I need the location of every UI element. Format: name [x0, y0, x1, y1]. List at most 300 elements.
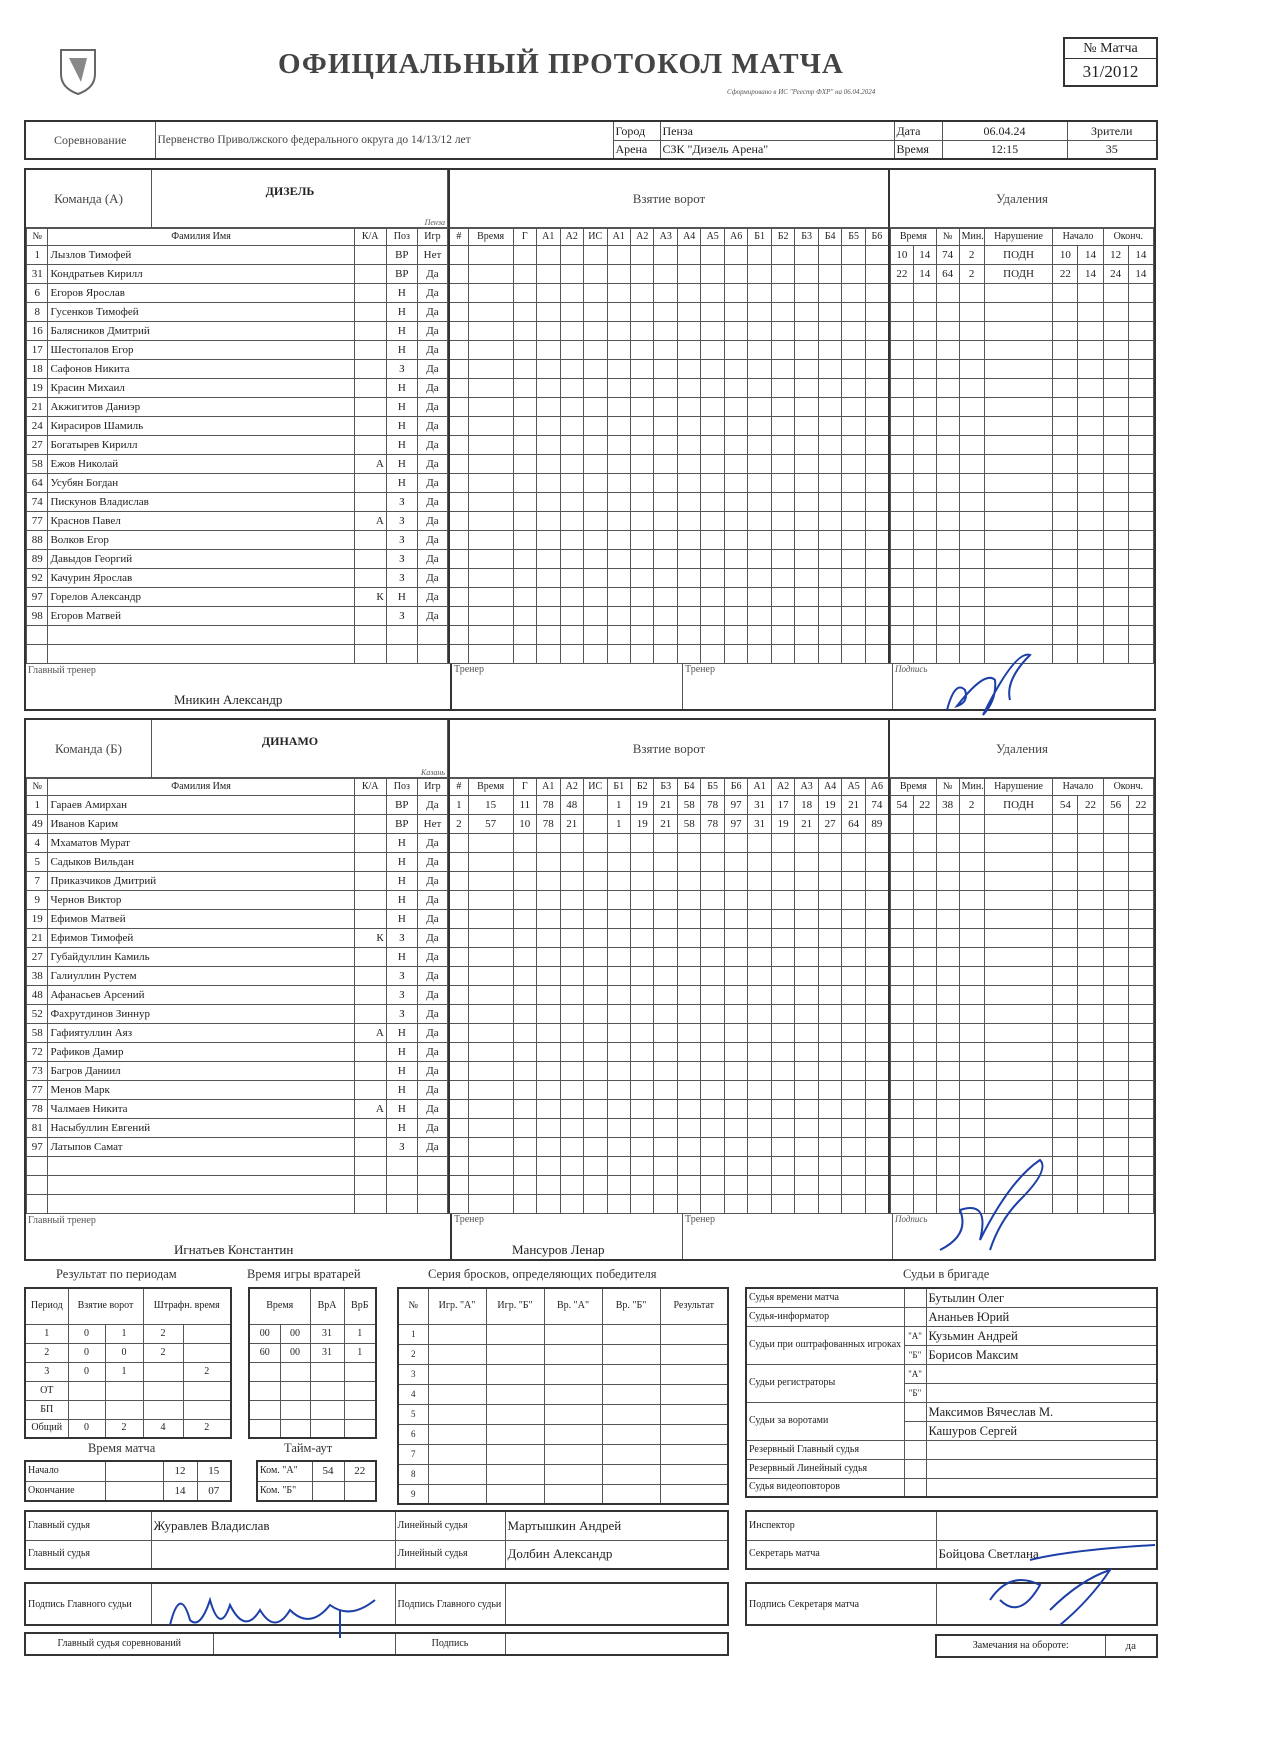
goal-cell	[449, 929, 468, 948]
player-role	[354, 626, 386, 645]
goal-col-header: Б3	[795, 229, 818, 246]
table-row	[27, 929, 448, 948]
goal-cell	[818, 1176, 841, 1195]
goal-cell	[537, 1138, 560, 1157]
goal-cell	[842, 512, 865, 531]
period-cell	[143, 1362, 183, 1381]
shootout-row	[398, 1364, 728, 1384]
goal-cell	[560, 284, 583, 303]
shootout-cell	[660, 1364, 728, 1384]
official-role: Судья времени матча	[746, 1288, 904, 1307]
penalty-cell	[1103, 1062, 1128, 1081]
player-name: Егоров Матвей	[48, 607, 354, 626]
goal-cell	[865, 569, 889, 588]
player-number: 16	[27, 322, 48, 341]
player-number: 98	[27, 607, 48, 626]
goal-cell	[537, 626, 560, 645]
goal-cell	[701, 948, 724, 967]
goal-row	[449, 891, 889, 910]
goal-cell	[537, 417, 560, 436]
player-position: Н	[386, 284, 417, 303]
player-role	[354, 360, 386, 379]
player-name: Ежов Николай	[48, 455, 354, 474]
goal-cell	[842, 360, 865, 379]
penalty-cell	[913, 550, 936, 569]
penalty-cell: 64	[936, 265, 959, 284]
goal-cell	[865, 1024, 889, 1043]
goal-cell	[654, 569, 677, 588]
goal-col-header: А4	[818, 779, 841, 796]
shootout-cell	[544, 1364, 602, 1384]
player-role: А	[354, 1024, 386, 1043]
arena-label: Арена	[613, 140, 660, 159]
shootout-col-header: Вр. "А"	[544, 1288, 602, 1324]
goal-cell	[677, 436, 700, 455]
shootout-cell	[428, 1464, 486, 1484]
goal-cell	[865, 872, 889, 891]
goal-cell	[584, 1062, 607, 1081]
goal-cell	[724, 834, 747, 853]
goal-cell	[724, 512, 747, 531]
shootout-title: Серия бросков, определяющих победителя	[428, 1267, 657, 1281]
goal-cell	[771, 626, 794, 645]
goal-cell	[865, 834, 889, 853]
goal-cell	[584, 303, 607, 322]
shootout-row	[398, 1464, 728, 1484]
goal-cell	[468, 246, 513, 265]
player-role	[354, 493, 386, 512]
goal-cell	[537, 455, 560, 474]
team_b-col-header: Фамилия Имя	[48, 779, 354, 796]
player-role	[354, 891, 386, 910]
goal-cell	[607, 1157, 630, 1176]
penalty-cell	[1053, 645, 1078, 664]
penalty-cell	[959, 531, 984, 550]
goal-cell	[818, 872, 841, 891]
player-plays: Да	[417, 1100, 447, 1119]
penalty-cell	[1128, 303, 1153, 322]
table-row	[27, 834, 448, 853]
player-position: Н	[386, 1119, 417, 1138]
goal-cell	[748, 398, 771, 417]
team_a-col-header: Игр	[417, 229, 447, 246]
penalty-cell	[1078, 493, 1103, 512]
goal-cell	[537, 929, 560, 948]
goal-cell	[795, 360, 818, 379]
goal-cell	[865, 512, 889, 531]
shootout-cell	[602, 1404, 660, 1424]
penalty-cell	[984, 815, 1053, 834]
goal-row	[449, 398, 889, 417]
goal-cell	[701, 569, 724, 588]
goal-cell	[818, 1005, 841, 1024]
goal-cell	[818, 493, 841, 512]
player-position: Н	[386, 891, 417, 910]
penalty-cell	[984, 986, 1053, 1005]
goal-cell	[654, 550, 677, 569]
goal-cell	[865, 1043, 889, 1062]
goal-cell	[537, 910, 560, 929]
goalie-cell	[310, 1419, 344, 1438]
player-name: Ефимов Матвей	[48, 910, 354, 929]
goal-cell	[677, 512, 700, 531]
penalty-cell	[1103, 588, 1128, 607]
player-name	[48, 626, 354, 645]
penalty-cell	[913, 455, 936, 474]
arena-value: СЗК "Дизель Арена"	[660, 140, 894, 159]
penalty-cell: ПОДН	[984, 265, 1053, 284]
goal-cell	[701, 550, 724, 569]
official-row	[746, 1307, 1157, 1326]
goal-cell	[560, 455, 583, 474]
goal-cell	[468, 265, 513, 284]
team_b-goals-title: Взятие ворот	[448, 720, 890, 778]
team_a-header	[26, 170, 448, 228]
penalty-cell	[1053, 1100, 1078, 1119]
player-position: З	[386, 512, 417, 531]
goal-cell	[654, 455, 677, 474]
official-role: Судья видеоповторов	[746, 1478, 904, 1497]
team_b-goals-table	[448, 778, 890, 1214]
period-col-header: Период	[25, 1288, 68, 1324]
player-role: А	[354, 1100, 386, 1119]
goalie-cell	[344, 1381, 376, 1400]
goal-cell	[607, 1005, 630, 1024]
shootout-cell	[660, 1344, 728, 1364]
player-role: К	[354, 588, 386, 607]
penalty-cell	[1128, 929, 1153, 948]
goal-cell	[654, 1081, 677, 1100]
goal-cell	[748, 246, 771, 265]
goal-cell	[560, 872, 583, 891]
team_a-goals-table	[448, 228, 890, 664]
goal-cell	[842, 967, 865, 986]
player-name: Садыков Вильдан	[48, 853, 354, 872]
penalty-cell	[1103, 303, 1128, 322]
penalty-cell	[1103, 550, 1128, 569]
goal-cell	[771, 341, 794, 360]
goal-cell	[677, 417, 700, 436]
goal-col-header: Б4	[818, 229, 841, 246]
penalty-cell	[1078, 1138, 1103, 1157]
penalty-cell	[1078, 1024, 1103, 1043]
table-row	[27, 1081, 448, 1100]
goal-cell	[537, 967, 560, 986]
shootout-cell	[486, 1464, 544, 1484]
goal-cell	[584, 588, 607, 607]
shootout-row	[398, 1424, 728, 1444]
goal-cell	[584, 1195, 607, 1214]
goal-cell	[842, 1081, 865, 1100]
goal-cell	[607, 891, 630, 910]
player-number: 78	[27, 1100, 48, 1119]
goal-cell	[724, 322, 747, 341]
goal-cell	[630, 303, 653, 322]
penalty-cell	[1103, 1119, 1128, 1138]
table-row	[27, 910, 448, 929]
goal-cell	[513, 1176, 536, 1195]
goal-cell	[724, 626, 747, 645]
match-time-minutes: 07	[197, 1481, 231, 1501]
goal-cell	[468, 1005, 513, 1024]
penalty-cell	[1128, 550, 1153, 569]
goal-cell	[654, 834, 677, 853]
goal-cell	[468, 512, 513, 531]
goal-cell	[560, 929, 583, 948]
player-number: 64	[27, 474, 48, 493]
penalty-row	[891, 967, 1154, 986]
period-cell	[105, 1400, 143, 1419]
goal-cell	[842, 1157, 865, 1176]
team_a-col-header: Фамилия Имя	[48, 229, 354, 246]
goal-cell	[449, 379, 468, 398]
goal-cell	[584, 493, 607, 512]
goal-cell	[795, 1081, 818, 1100]
player-role	[354, 379, 386, 398]
shootout-row	[398, 1324, 728, 1344]
player-number: 73	[27, 1062, 48, 1081]
player-name: Сафонов Никита	[48, 360, 354, 379]
goal-cell	[630, 607, 653, 626]
goal-cell	[607, 246, 630, 265]
team_b-col-header: №	[27, 779, 48, 796]
shootout-cell	[660, 1464, 728, 1484]
goal-cell	[607, 417, 630, 436]
penalty-cell	[1128, 607, 1153, 626]
goal-cell	[513, 834, 536, 853]
player-role	[354, 986, 386, 1005]
match-time-minutes: 15	[197, 1461, 231, 1481]
goal-cell: 31	[748, 796, 771, 815]
penalty-cell	[936, 1024, 959, 1043]
goal-cell	[842, 493, 865, 512]
goal-cell	[865, 1195, 889, 1214]
goal-cell	[630, 853, 653, 872]
goal-cell	[795, 474, 818, 493]
penalty-cell	[984, 1043, 1053, 1062]
goal-row	[449, 360, 889, 379]
goal-row	[449, 303, 889, 322]
penalty-row	[891, 265, 1154, 284]
goal-cell	[795, 607, 818, 626]
shootout-cell	[602, 1444, 660, 1464]
period-cell: 0	[68, 1362, 105, 1381]
goal-cell	[724, 1043, 747, 1062]
player-name: Кирасиров Шамиль	[48, 417, 354, 436]
goal-cell	[865, 607, 889, 626]
penalty-cell	[913, 493, 936, 512]
penalty-cell	[913, 1081, 936, 1100]
goal-cell	[818, 531, 841, 550]
goal-cell	[701, 1024, 724, 1043]
goal-cell	[560, 569, 583, 588]
match-number-label: № Матча	[1083, 41, 1138, 56]
goal-col-header: А4	[677, 229, 700, 246]
goal-cell: 18	[795, 796, 818, 815]
official-side: "Б"	[904, 1383, 926, 1402]
penalty-col-header: Мин.	[959, 779, 984, 796]
goal-cell	[842, 853, 865, 872]
goal-cell	[537, 246, 560, 265]
penalty-cell	[891, 910, 914, 929]
goal-cell	[748, 303, 771, 322]
goal-cell	[584, 1043, 607, 1062]
goal-cell	[513, 360, 536, 379]
shootout-cell	[660, 1444, 728, 1464]
penalty-cell	[1078, 360, 1103, 379]
player-position: ВР	[386, 246, 417, 265]
goal-cell	[560, 379, 583, 398]
goal-cell	[842, 891, 865, 910]
goalie-cell: 1	[344, 1343, 376, 1362]
penalty-row	[891, 1024, 1154, 1043]
shootout-col-header: Игр. "А"	[428, 1288, 486, 1324]
penalty-cell	[936, 569, 959, 588]
goal-cell	[701, 1195, 724, 1214]
penalty-cell	[936, 1043, 959, 1062]
goal-cell	[468, 455, 513, 474]
goal-cell	[771, 1043, 794, 1062]
penalty-cell	[1078, 1157, 1103, 1176]
penalty-cell	[913, 967, 936, 986]
penalty-cell: 2	[959, 246, 984, 265]
goal-row	[449, 1043, 889, 1062]
penalty-cell	[1128, 341, 1153, 360]
period-cell: Общий	[25, 1419, 68, 1438]
official-side	[904, 1478, 926, 1497]
player-position	[386, 1176, 417, 1195]
player-position: Н	[386, 853, 417, 872]
goal-cell: 19	[771, 815, 794, 834]
goal-cell	[654, 436, 677, 455]
shootout-cell	[544, 1404, 602, 1424]
penalty-cell	[959, 872, 984, 891]
penalty-cell	[959, 815, 984, 834]
goal-col-header: #	[449, 229, 468, 246]
goal-cell	[865, 645, 889, 664]
penalty-cell	[913, 436, 936, 455]
penalty-cell	[891, 1119, 914, 1138]
goal-cell	[560, 360, 583, 379]
goal-cell	[701, 1119, 724, 1138]
penalty-cell	[936, 967, 959, 986]
goal-cell	[748, 929, 771, 948]
penalty-cell	[959, 967, 984, 986]
penalty-cell	[1128, 910, 1153, 929]
player-position	[386, 1195, 417, 1214]
player-name: Давыдов Георгий	[48, 550, 354, 569]
goal-cell	[701, 246, 724, 265]
penalty-cell: ПОДН	[984, 796, 1053, 815]
goal-cell	[630, 1100, 653, 1119]
penalty-row	[891, 569, 1154, 588]
city-label: Город	[613, 121, 660, 140]
goal-cell	[584, 1176, 607, 1195]
goal-cell	[771, 1100, 794, 1119]
penalty-cell	[984, 1100, 1053, 1119]
table-row	[27, 853, 448, 872]
goal-cell	[630, 1157, 653, 1176]
player-number: 74	[27, 493, 48, 512]
goal-cell	[677, 1176, 700, 1195]
player-number: 58	[27, 455, 48, 474]
shootout-row	[398, 1444, 728, 1464]
player-name: Мхаматов Мурат	[48, 834, 354, 853]
player-name: Кондратьев Кирилл	[48, 265, 354, 284]
goal-cell	[795, 1005, 818, 1024]
official-role: Судья-информатор	[746, 1307, 904, 1326]
table-row	[27, 967, 448, 986]
penalty-cell	[1053, 436, 1078, 455]
goal-cell	[630, 834, 653, 853]
shootout-cell	[486, 1444, 544, 1464]
penalty-cell	[1103, 834, 1128, 853]
goal-col-header: А2	[771, 779, 794, 796]
goal-cell	[748, 986, 771, 1005]
goal-cell	[584, 417, 607, 436]
penalty-cell	[984, 303, 1053, 322]
team_a-label: Команда (А)	[26, 170, 152, 228]
goal-cell	[607, 986, 630, 1005]
goal-cell	[584, 531, 607, 550]
team_a-penalties-title: Удаления	[890, 170, 1154, 228]
goal-cell	[584, 1005, 607, 1024]
goal-cell	[607, 626, 630, 645]
table-row	[27, 284, 448, 303]
penalty-cell	[984, 607, 1053, 626]
goal-cell	[654, 493, 677, 512]
goal-row	[449, 569, 889, 588]
goal-row	[449, 1081, 889, 1100]
goal-cell	[584, 796, 607, 815]
goal-cell	[584, 379, 607, 398]
goal-cell	[513, 948, 536, 967]
goal-cell	[701, 284, 724, 303]
period-cell: ОТ	[25, 1381, 68, 1400]
penalty-cell	[984, 967, 1053, 986]
goal-cell	[795, 1157, 818, 1176]
penalty-cell	[1103, 455, 1128, 474]
penalty-cell	[984, 284, 1053, 303]
goal-cell	[607, 455, 630, 474]
penalty-cell	[1103, 531, 1128, 550]
goal-cell	[449, 474, 468, 493]
player-role	[354, 815, 386, 834]
goal-cell	[654, 265, 677, 284]
goal-cell	[724, 948, 747, 967]
goal-cell	[795, 929, 818, 948]
goal-cell	[513, 569, 536, 588]
goal-cell	[748, 1005, 771, 1024]
penalty-cell	[1053, 322, 1078, 341]
goal-cell	[771, 417, 794, 436]
penalty-row	[891, 531, 1154, 550]
goal-cell	[865, 626, 889, 645]
goal-cell	[513, 436, 536, 455]
shootout-cell	[486, 1404, 544, 1424]
goal-cell	[842, 474, 865, 493]
goal-cell	[771, 246, 794, 265]
goal-cell	[724, 531, 747, 550]
goal-cell	[537, 853, 560, 872]
goal-cell	[865, 986, 889, 1005]
goal-cell	[584, 284, 607, 303]
goal-cell	[748, 1138, 771, 1157]
penalty-row	[891, 341, 1154, 360]
penalty-cell	[1128, 1138, 1153, 1157]
goal-row	[449, 1062, 889, 1081]
penalty-row	[891, 550, 1154, 569]
